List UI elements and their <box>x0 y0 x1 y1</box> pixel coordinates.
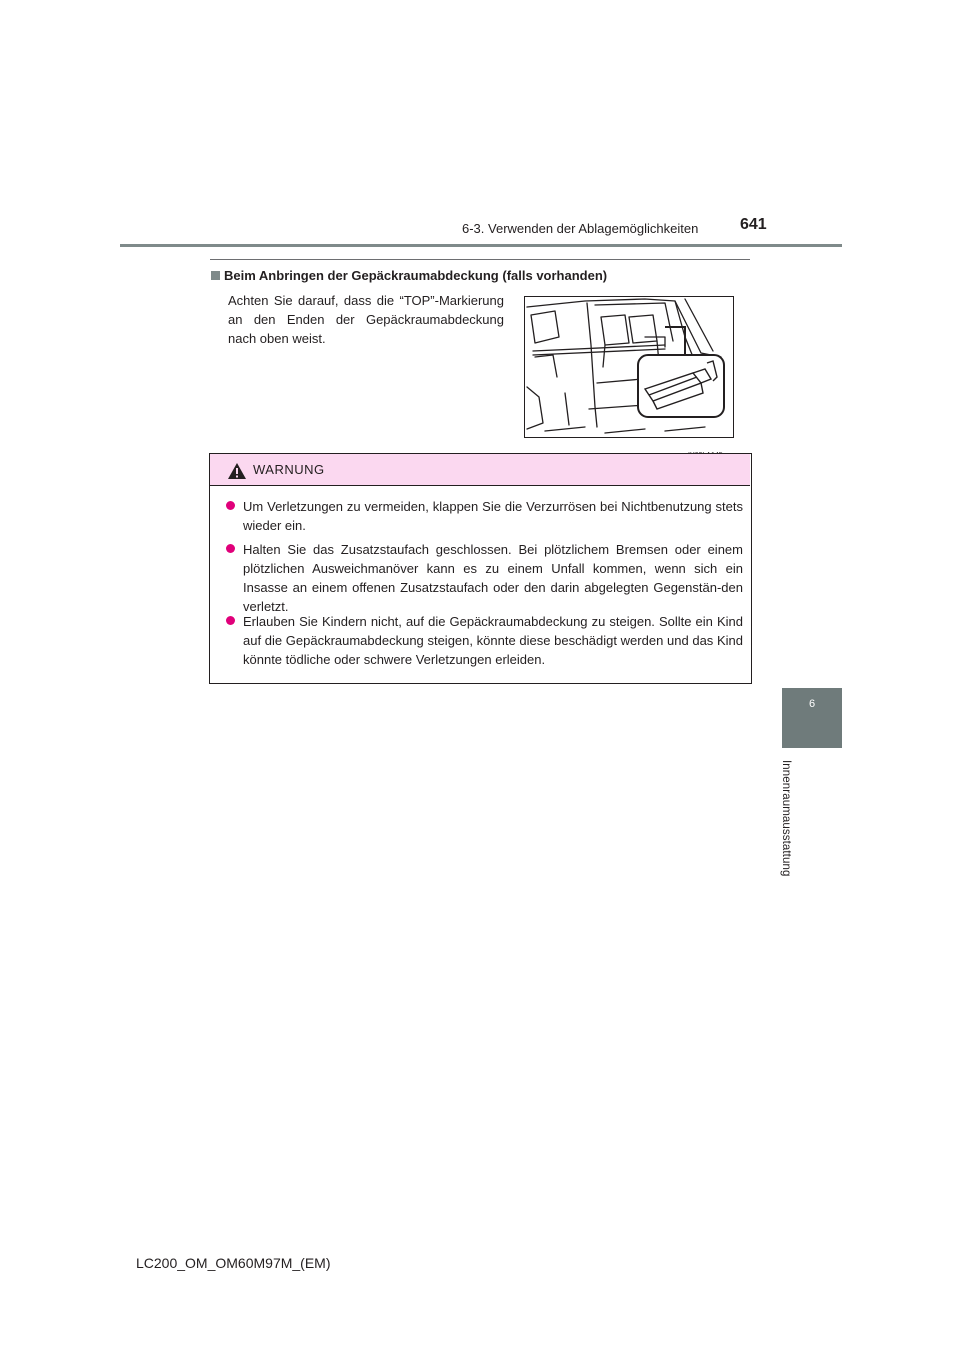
section-divider <box>210 259 750 260</box>
section-heading-text: Beim Anbringen der Gepäckraumabdeckung (falls vorhanden) <box>224 268 608 283</box>
warning-item <box>226 497 743 535</box>
warning-item-text: Halten Sie das Zusatzstaufach geschlossen. Bei plötzlichem Bremsen oder einem plötzlichen Ausweichmanöver kann es zu einem Unfall kommen, wenn sich ein Insasse an einem offenen Zusatzstaufach oder den darin abgelegten Gegenstän-den verletzt. <box>243 542 743 614</box>
header-divider <box>120 244 842 247</box>
bullet-icon <box>226 616 235 625</box>
warning-triangle-icon <box>227 462 247 480</box>
document-code: LC200_OM_OM60M97M_(EM) <box>136 1255 331 1271</box>
section-heading <box>211 268 607 283</box>
warning-item <box>226 612 743 669</box>
chapter-number: 6 <box>808 698 816 710</box>
warning-title: WARNUNG <box>253 462 325 477</box>
header-section-title: 6-3. Verwenden der Ablagemöglichkeiten <box>462 221 699 236</box>
bullet-icon <box>226 501 235 510</box>
page-number: 641 <box>740 216 767 233</box>
chapter-title-vertical <box>780 760 810 920</box>
chapter-title: Innenraumausstattung <box>780 760 792 877</box>
warning-item-text: Erlauben Sie Kindern nicht, auf die Gepäckraumabdeckung zu steigen. Sollte ein Kind auf die Gepäckraumabdeckung steigen, könnte diese beschädigt werden und das Kind könnte tödliche oder schwere Verletzungen erleiden. <box>243 614 743 667</box>
warning-item-text: Um Verletzungen zu vermeiden, klappen Sie die Verzurrösen bei Nichtbenutzung stets wieder ein. <box>243 499 743 533</box>
cargo-area-drawing <box>525 297 733 437</box>
section-body: Achten Sie darauf, dass die “TOP”-Markierung an den Enden der Gepäckraumabdeckung nach oben weist. <box>228 293 504 346</box>
luggage-cover-illustration <box>524 296 734 438</box>
heading-square-icon <box>211 271 220 280</box>
bullet-icon <box>226 544 235 553</box>
warning-item <box>226 540 743 616</box>
chapter-tab <box>782 688 842 748</box>
